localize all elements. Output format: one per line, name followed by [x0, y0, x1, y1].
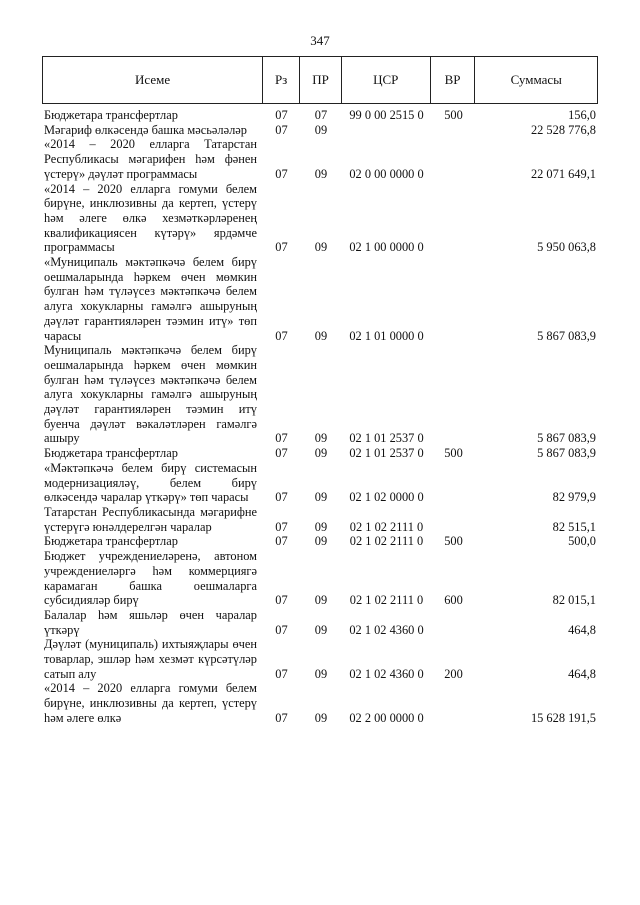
page-number: 347 — [310, 33, 330, 48]
cell-csr: 99 0 00 2515 0 — [349, 108, 424, 122]
cell-rz: 07 — [275, 534, 288, 549]
cell-name: «2014 – 2020 елларга гомуми белем бирүне, инклюзивны да кертеп, үстерү һәм әлеге өлкә хезмәткәрләренең квалификациясен күтәрү» ярдәмче программасы — [44, 181, 257, 255]
budget-table — [42, 56, 598, 726]
cell-pr: 09 — [314, 622, 328, 637]
table-row — [42, 681, 598, 725]
table-row — [42, 182, 598, 256]
cell-sum: 464,8 — [568, 666, 596, 681]
cell-sum: 22 528 776,8 — [530, 122, 596, 137]
cell-csr: 02 1 00 0000 0 — [349, 240, 424, 255]
table-header — [42, 56, 598, 104]
cell-rz: 07 — [275, 666, 288, 681]
cell-name: «2014 – 2020 елларга Татарстан Республикасы мәгарифен һәм фәнен үстерү» дәүләт программасы — [44, 137, 257, 181]
table-row — [42, 534, 598, 549]
cell-csr: 02 1 02 0000 0 — [349, 490, 424, 505]
cell-sum: 5 867 083,9 — [537, 328, 596, 343]
cell-pr: 09 — [314, 534, 328, 549]
cell-rz: 07 — [275, 122, 288, 137]
cell-name: Мәгариф өлкәсендә башка мәсьәләләр — [44, 122, 247, 137]
table-row — [42, 461, 598, 505]
cell-pr: 07 — [314, 108, 328, 122]
cell-vr: 500 — [444, 534, 463, 549]
cell-name: Бюджетара трансфертлар — [44, 108, 178, 122]
cell-csr: 02 1 02 4360 0 — [349, 666, 424, 681]
cell-sum: 15 628 191,5 — [530, 710, 596, 725]
table-row — [42, 343, 598, 446]
cell-rz: 07 — [275, 490, 288, 505]
cell-name: Муниципаль мәктәпкәчә белем бирү оешмаларында һәркем өчен мөмкин булган һәм түләүсез мәктәпкәчә белем алуга хокукларны гамәлгә ашыруның дәүләт гарантияләрен тәэмин итү буенча дәүләт вәкаләтләрен гамәлгә ашыру — [44, 343, 257, 446]
cell-sum: 464,8 — [568, 622, 596, 637]
cell-pr: 09 — [314, 593, 328, 608]
cell-csr: 02 1 01 2537 0 — [349, 431, 424, 446]
cell-rz: 07 — [275, 519, 288, 534]
table-row — [42, 549, 598, 608]
cell-pr: 09 — [314, 519, 328, 534]
cell-sum: 22 071 649,1 — [530, 166, 596, 181]
cell-csr: 02 0 00 0000 0 — [349, 166, 424, 181]
cell-pr: 09 — [314, 446, 328, 461]
cell-sum: 82 979,9 — [552, 490, 596, 505]
cell-vr: 500 — [444, 108, 463, 122]
table-row — [42, 637, 598, 681]
cell-sum: 156,0 — [568, 108, 596, 122]
cell-vr: 200 — [444, 666, 463, 681]
table-row — [42, 446, 598, 461]
cell-csr: 02 1 01 0000 0 — [349, 328, 424, 343]
cell-pr: 09 — [314, 431, 328, 446]
header-sum: Суммасы — [510, 72, 562, 87]
table-row — [42, 137, 598, 181]
cell-name: Бюджетара трансфертлар — [44, 534, 178, 549]
cell-pr: 09 — [314, 490, 328, 505]
cell-name: «2014 – 2020 елларга гомуми белем бирүне, инклюзивны да кертеп, үстерү һәм әлеге өлкә — [44, 681, 257, 725]
cell-rz: 07 — [275, 622, 288, 637]
cell-name: Татарстан Республикасында мәгарифне үстерүгә юнәлдерелгән чаралар — [44, 504, 257, 534]
header-rz: Рз — [263, 57, 300, 103]
cell-sum: 82 015,1 — [552, 593, 596, 608]
table-row — [42, 505, 598, 534]
cell-csr: 02 1 01 2537 0 — [349, 446, 424, 461]
cell-name: «Мәктәпкәчә белем бирү системасын модернизацияләү, белем бирү өлкәсендә чаралар үткәрү» төп чарасы — [44, 460, 257, 505]
cell-rz: 07 — [275, 446, 288, 461]
header-csr: ЦСР — [342, 57, 431, 103]
cell-vr: 500 — [444, 446, 463, 461]
cell-rz: 07 — [275, 710, 288, 725]
cell-pr: 09 — [314, 122, 328, 137]
cell-pr: 09 — [314, 328, 328, 343]
cell-rz: 07 — [275, 328, 288, 343]
cell-csr: 02 1 02 2111 0 — [349, 593, 424, 608]
header-pr: ПР — [300, 57, 342, 103]
table-body — [42, 108, 598, 726]
cell-pr: 09 — [314, 666, 328, 681]
table-row — [42, 608, 598, 637]
cell-rz: 07 — [275, 240, 288, 255]
table-row — [42, 255, 598, 343]
cell-rz: 07 — [275, 166, 288, 181]
cell-pr: 09 — [314, 240, 328, 255]
cell-sum: 500,0 — [568, 534, 596, 549]
header-vr: ВР — [431, 57, 476, 103]
cell-name: «Муниципаль мәктәпкәчә белем бирү оешмаларында һәркем өчен мөмкин булган һәм түләүсез мәктәпкәчә белем алуга хокукларны гамәлгә ашыруның дәүләт гарантияләрен тәэмин итү» төп чарасы — [44, 255, 257, 343]
cell-vr: 600 — [444, 593, 463, 608]
cell-pr: 09 — [314, 166, 328, 181]
cell-rz: 07 — [275, 593, 288, 608]
cell-name: Бюджет учреждениеләренә, автоном учреждениеләргә һәм коммерциягә карамаган башка оешмаларга субсидияләр бирү — [44, 549, 257, 608]
cell-name: Балалар һәм яшьләр өчен чаралар үткәрү — [44, 607, 257, 637]
cell-sum: 5 950 063,8 — [537, 240, 596, 255]
table-row — [42, 123, 598, 138]
cell-sum: 5 867 083,9 — [537, 446, 596, 461]
cell-name: Дәүләт (муниципаль) ихтыяҗлары өчен товарлар, эшләр һәм хезмәт күрсәтүләр сатып алу — [44, 637, 257, 681]
header-name: Исеме — [43, 57, 263, 103]
cell-csr: 02 1 02 4360 0 — [349, 622, 424, 637]
cell-csr: 02 2 00 0000 0 — [349, 710, 424, 725]
cell-csr: 02 1 02 2111 0 — [349, 519, 424, 534]
table-row — [42, 108, 598, 123]
cell-rz: 07 — [275, 108, 288, 122]
cell-sum: 82 515,1 — [552, 519, 596, 534]
cell-name: Бюджетара трансфертлар — [44, 446, 178, 461]
cell-pr: 09 — [314, 710, 328, 725]
cell-csr: 02 1 02 2111 0 — [349, 534, 424, 549]
cell-rz: 07 — [275, 431, 288, 446]
cell-sum: 5 867 083,9 — [537, 431, 596, 446]
